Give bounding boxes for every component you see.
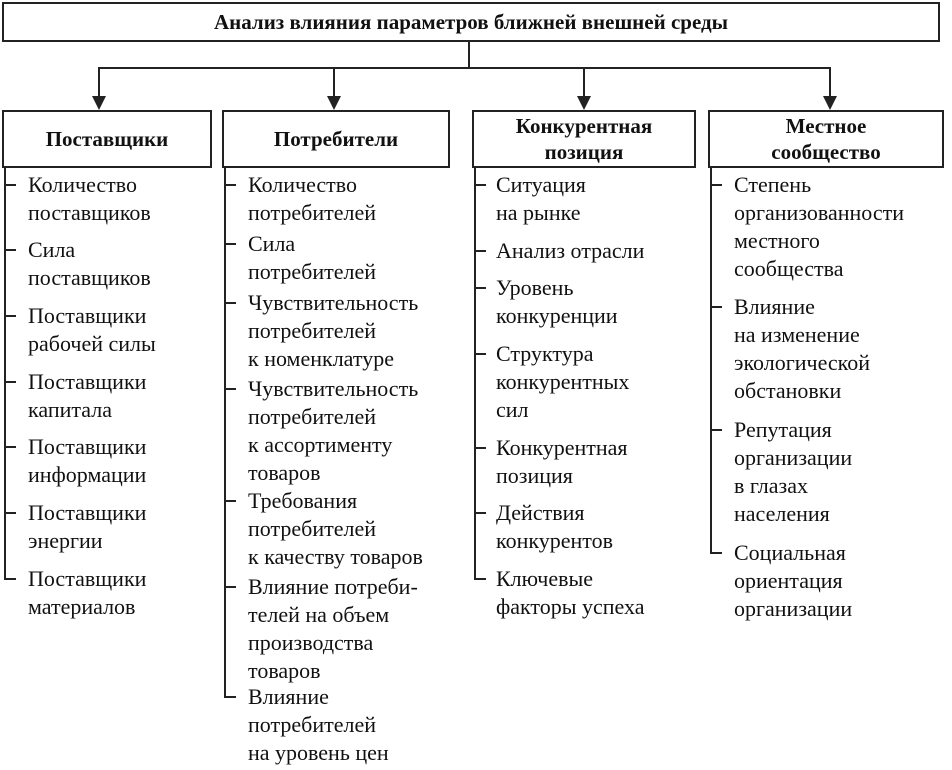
item-tick — [4, 315, 16, 317]
item-tick — [710, 552, 722, 554]
item-tick — [474, 287, 486, 289]
list-item: Чувствительность потребителей к ассортименту товаров — [248, 376, 419, 485]
diagram-title-box — [2, 2, 940, 42]
list-item: Сила потребителей — [248, 231, 376, 284]
column-heading-box-suppliers — [2, 110, 212, 168]
connector-drop-2 — [333, 67, 335, 97]
list-item: Действия конкурентов — [496, 500, 613, 553]
item-tick — [474, 512, 486, 514]
column-heading: Потребители — [273, 127, 399, 151]
list-item: Требования потребителей к качеству товаров — [248, 488, 423, 569]
column-bracket-line — [224, 168, 226, 697]
list-item: Поставщики энергии — [28, 500, 147, 553]
item-tick — [474, 353, 486, 355]
column-heading: Местное сообщество — [771, 114, 881, 164]
list-item: Анализ отрасли — [496, 238, 645, 263]
column-heading: Поставщики — [45, 127, 169, 151]
list-item: Поставщики материалов — [28, 566, 147, 619]
item-tick — [4, 184, 16, 186]
column-bracket-line — [4, 168, 6, 579]
item-tick — [474, 447, 486, 449]
list-item: Ключевые факторы успеха — [496, 566, 645, 619]
arrow-down-icon — [577, 96, 591, 110]
list-item: Сила поставщиков — [28, 237, 151, 290]
item-tick — [224, 696, 236, 698]
list-item: Влияние потреби- телей на объем производства товаров — [248, 574, 418, 683]
list-item: Поставщики капитала — [28, 369, 147, 422]
item-tick — [224, 586, 236, 588]
arrow-down-icon — [92, 96, 106, 110]
item-tick — [224, 243, 236, 245]
item-tick — [224, 500, 236, 502]
column-heading-box-competition — [472, 110, 696, 168]
connector-drop-1 — [98, 67, 100, 97]
item-tick — [710, 429, 722, 431]
item-tick — [4, 381, 16, 383]
list-item: Уровень конкуренции — [496, 275, 618, 328]
item-tick — [474, 250, 486, 252]
item-tick — [474, 184, 486, 186]
title-connector — [468, 42, 470, 68]
item-tick — [710, 306, 722, 308]
item-tick — [224, 184, 236, 186]
list-item: Чувствительность потребителей к номенклатуре — [248, 290, 419, 371]
column-bracket-line — [474, 168, 476, 579]
list-item: Конкурентная позиция — [496, 435, 628, 488]
list-item: Поставщики рабочей силы — [28, 303, 156, 356]
list-item: Влияние потребителей на уровень цен — [248, 684, 389, 765]
list-item: Поставщики информации — [28, 434, 147, 487]
arrow-down-icon — [327, 96, 341, 110]
item-tick — [4, 249, 16, 251]
item-tick — [710, 184, 722, 186]
column-bracket-line — [710, 168, 712, 553]
list-item: Репутация организации в глазах населения — [734, 417, 853, 526]
arrow-down-icon — [823, 96, 837, 110]
connector-drop-3 — [583, 67, 585, 97]
list-item: Количество поставщиков — [28, 172, 151, 225]
column-heading-box-consumers — [222, 110, 450, 168]
list-item: Влияние на изменение экологической обстановки — [734, 294, 870, 403]
item-tick — [4, 446, 16, 448]
list-item: Структура конкурентных сил — [496, 341, 630, 422]
list-item: Количество потребителей — [248, 172, 376, 225]
connector-drop-4 — [829, 67, 831, 97]
item-tick — [224, 302, 236, 304]
column-heading-box-community — [708, 110, 944, 168]
diagram-title: Анализ влияния параметров ближней внешней среды — [213, 9, 729, 34]
item-tick — [4, 578, 16, 580]
item-tick — [4, 512, 16, 514]
horizontal-connector — [98, 67, 831, 69]
item-tick — [224, 388, 236, 390]
item-tick — [474, 578, 486, 580]
list-item: Степень организованности местного сообщества — [734, 172, 905, 281]
list-item: Ситуация на рынке — [496, 172, 586, 225]
list-item: Социальная ориентация организации — [734, 540, 853, 621]
column-heading: Конкурентная позиция — [515, 114, 653, 164]
